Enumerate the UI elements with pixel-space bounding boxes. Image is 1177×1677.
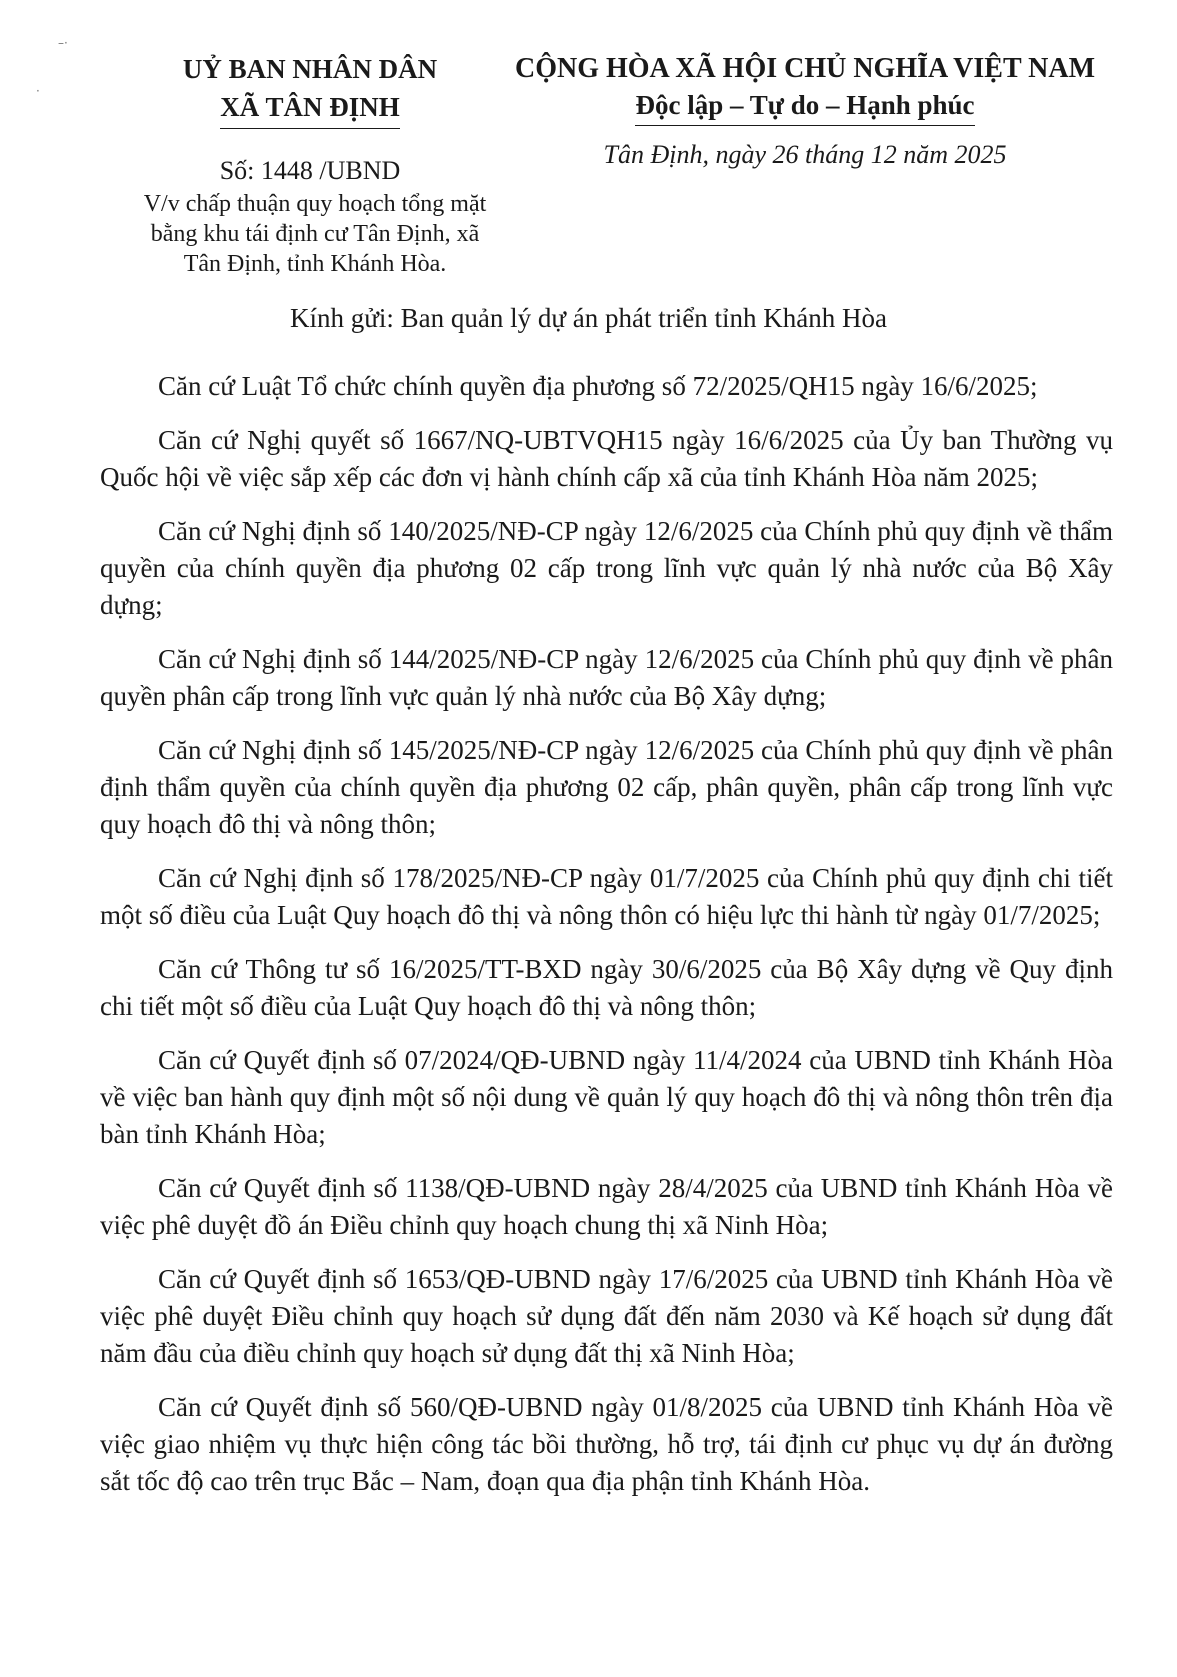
legal-basis-paragraph: Căn cứ Quyết định số 1653/QĐ-UBND ngày 17/6/2025 của UBND tỉnh Khánh Hòa về việc phê duyệt Điều chỉnh quy hoạch sử dụng đất đến năm 2030 và Kế hoạch sử dụng đất năm đầu của điều chỉnh quy hoạch sử dụng đất thị xã Ninh Hòa; (100, 1264, 1113, 1368)
legal-basis-paragraph: Căn cứ Nghị định số 178/2025/NĐ-CP ngày 01/7/2025 của Chính phủ quy định chi tiết một số điều của Luật Quy hoạch đô thị và nông thôn có hiệu lực thi hành từ ngày 01/7/2025; (100, 863, 1113, 930)
legal-basis-paragraph: Căn cứ Thông tư số 16/2025/TT-BXD ngày 30/6/2025 của Bộ Xây dựng về Quy định chi tiết một số điều của Luật Quy hoạch đô thị và nông thôn; (100, 954, 1113, 1021)
legal-basis-paragraph: Căn cứ Nghị quyết số 1667/NQ-UBTVQH15 ngày 16/6/2025 của Ủy ban Thường vụ Quốc hội về việc sắp xếp các đơn vị hành chính cấp xã của tỉnh Khánh Hòa năm 2025; (100, 425, 1113, 492)
subject-line: V/v chấp thuận quy hoạch tổng mặt (143, 191, 487, 217)
document-body (100, 368, 1113, 1517)
legal-basis-paragraph: Căn cứ Luật Tổ chức chính quyền địa phương số 72/2025/QH15 ngày 16/6/2025; (158, 371, 1038, 401)
legal-basis-paragraph: Căn cứ Quyết định số 07/2024/QĐ-UBND ngày 11/4/2024 của UBND tỉnh Khánh Hòa về việc ban hành quy định một số nội dung về quản lý quy hoạch đô thị và nông thôn trên địa bàn tỉnh Khánh Hòa; (100, 1045, 1113, 1149)
document-subject (110, 189, 520, 279)
place-date: Tân Định, ngày 26 tháng 12 năm 2025 (603, 140, 1007, 169)
legal-basis-paragraph: Căn cứ Nghị định số 144/2025/NĐ-CP ngày 12/6/2025 của Chính phủ quy định về phân quyền phân cấp trong lĩnh vực quản lý nhà nước của Bộ Xây dựng; (100, 644, 1113, 711)
document-number: Số: 1448 /UBND (219, 156, 401, 185)
scan-mark: –· (58, 36, 68, 50)
legal-basis-paragraph: Căn cứ Quyết định số 560/QĐ-UBND ngày 01/8/2025 của UBND tỉnh Khánh Hòa về việc giao nhiệm vụ thực hiện công tác bồi thường, hỗ trợ, tái định cư phục vụ dự án đường sắt tốc độ cao trên trục Bắc – Nam, đoạn qua địa phận tỉnh Khánh Hòa. (100, 1392, 1113, 1496)
national-title: CỘNG HÒA XÃ HỘI CHỦ NGHĨA VIỆT NAM (514, 53, 1096, 84)
agency-name-line2: XÃ TÂN ĐỊNH (220, 88, 400, 129)
subject-line: bằng khu tái định cư Tân Định, xã (150, 221, 480, 247)
national-header-block (500, 50, 1110, 126)
legal-basis-paragraph: Căn cứ Nghị định số 145/2025/NĐ-CP ngày 12/6/2025 của Chính phủ quy định về phân định thẩm quyền của chính quyền địa phương 02 cấp, phân quyền, phân cấp trong lĩnh vực quy hoạch đô thị và nông thôn; (100, 735, 1113, 839)
scan-mark: · (36, 84, 40, 98)
issuing-agency-block (120, 50, 500, 279)
legal-basis-paragraph: Căn cứ Nghị định số 140/2025/NĐ-CP ngày 12/6/2025 của Chính phủ quy định về thẩm quyền của chính quyền địa phương 02 cấp trong lĩnh vực quản lý nhà nước của Bộ Xây dựng; (100, 516, 1113, 620)
agency-name-line1: UỶ BAN NHÂN DÂN (182, 54, 438, 84)
legal-basis-paragraph: Căn cứ Quyết định số 1138/QĐ-UBND ngày 28/4/2025 của UBND tỉnh Khánh Hòa về việc phê duyệt đồ án Điều chỉnh quy hoạch chung thị xã Ninh Hòa; (100, 1173, 1113, 1240)
national-motto: Độc lập – Tự do – Hạnh phúc (635, 88, 974, 126)
subject-line: Tân Định, tỉnh Khánh Hòa. (183, 251, 447, 277)
recipient-line: Kính gửi: Ban quản lý dự án phát triển tỉnh Khánh Hòa (290, 303, 887, 333)
